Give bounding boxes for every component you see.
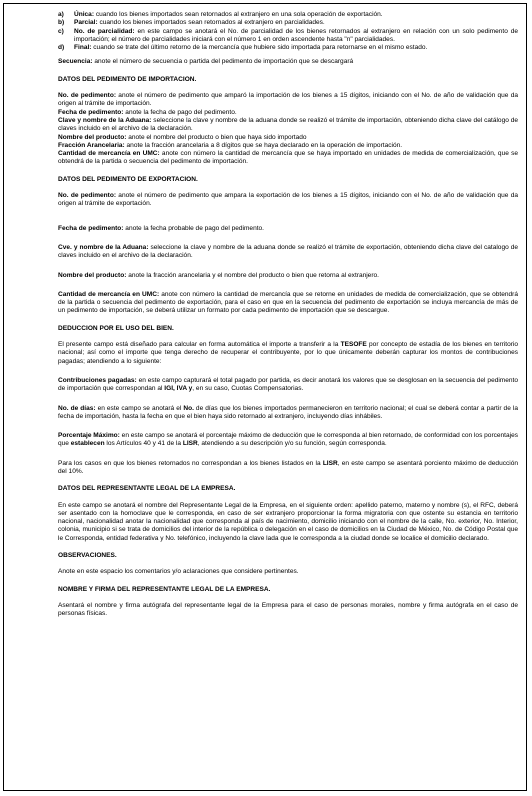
ded-intro [58, 341, 518, 366]
list-item [58, 28, 518, 45]
field-text: seleccione la clave y nombre de la aduana donde se realizó el trámite de importación, obteniendo dicha clave del catálogo de claves incluido en el archivo de la declaración. [58, 116, 518, 133]
text-bold: establecen [70, 440, 105, 448]
exp-clave [58, 244, 518, 261]
field-text: anote con número la cantidad de mercancía que se retorne en unidades de medida de comercialización, que se obtendrá de la partida o secuencia del pedimento de exportación, para el caso en que en la secuencia del pedimento de exportación se incluya mercancía de más de un pedimento de importación, se deberá utilizar un formato por cada pedimento de importación que se descargue. [58, 290, 518, 315]
list-marker: b) [58, 19, 65, 27]
imp-cantidad [58, 150, 518, 167]
field-text: anote el número de pedimento que amparó la importación de los bienes a 15 dígitos, iniciando con el No. de año de validación que da origen al trámite de importación. [58, 92, 519, 108]
ded-contribuciones [58, 377, 518, 394]
field-text: anote la fecha de pago del pedimento. [123, 108, 237, 116]
rep-text: En este campo se anotará el nombre del Representante Legal de la Empresa, en el siguiente orden: apellido paterno, materno y nombre (s), el RFC, deberá ser asentado con la homoclave que le corresponda, en caso de ser extranjero proporcionar la forma migratoria con que ostente su estancia en territorio nacional, nacionalidad anotar la nacionalidad que corresponda al país de nacimiento, domicilio iniciando con el nombre de la calle, No. exterior, No. Interior, colonia, municipio si se trata de domicilios del interior de la república o delegación en el caso de domicilios en la Ciudad de México, No. de Código Postal que le Corresponda, entidad federativa y No. telefónico, incluyendo la clave lada que le corresponda a la ciudad donde se localice el domicilio declarado. [58, 501, 518, 542]
field-label: No. de días: [58, 404, 96, 412]
field-label: Fracción Arancelaria: [58, 141, 125, 149]
imp-no-pedimento [58, 92, 518, 109]
field-label: Nombre del producto: [58, 133, 127, 141]
field-text: anote la fracción arancelaria a 8 dígitos que se haya declarado en la operación de importación. [124, 141, 403, 149]
section-heading-representante: DATOS DEL REPRESENTANTE LEGAL DE LA EMPRESA. [58, 485, 236, 493]
text-segment: , en su caso, Cuotas Compensatorias. [192, 385, 304, 393]
exp-no-pedimento [58, 192, 518, 209]
field-text: anote con número la cantidad de mercancía que se haya importado en unidades de medida de comercialización, que se obtendrá de la partida o secuencia del pedimento de importación. [58, 150, 519, 166]
list-item-text: en este campo se anotará el No. de parcialidad de los bienes retornados al extranjero en relación con un solo pedimento de importación; el número de parcialidades iniciará con el número 1 en orden ascendente hasta "n" parcialidades. [74, 27, 518, 43]
secuencia-paragraph [58, 58, 518, 66]
imp-fraccion [58, 142, 518, 150]
imp-clave [58, 117, 518, 134]
document-content [4, 4, 526, 619]
field-label: Nombre del producto: [58, 271, 127, 279]
list-item-label: Parcial: [74, 19, 98, 27]
text-segment: en este campo capturará el total pagado por partida, es decir anotará los valores que se desglosan en la secuencia del pedimento de importación que correspondan al [58, 376, 518, 393]
section-heading-observaciones: OBSERVACIONES. [58, 552, 117, 560]
section-heading-exportacion: DATOS DEL PEDIMENTO DE EXPORTACION. [58, 175, 198, 183]
text-segment: de días que los bienes importados permanecieron en territorio nacional; el cual se deberá contar a partir de la fecha de importación, hasta la fecha en que el bien haya sido retornado al extranjero, incluyendo días inhábiles. [58, 404, 518, 420]
exp-nombre [58, 272, 518, 280]
text-segment: , en este campo se asentará porciento máximo de deducción del 10%. [58, 459, 519, 475]
imp-fecha [58, 109, 518, 117]
document-page [3, 3, 527, 791]
field-text: seleccione la clave y nombre de la aduana donde se realizó el trámite de exportación, obteniendo dicha clave del catalogo de claves incluido en el archivo de la declaración. [58, 243, 518, 260]
text-bold: TESOFE [340, 341, 367, 349]
field-label: No. de pedimento: [58, 92, 117, 100]
field-label: Clave y nombre de la Aduana: [58, 116, 152, 124]
ded-dias [58, 405, 518, 422]
field-label: Cantidad de mercancía en UMC: [58, 150, 160, 158]
text-bold: IGI, IVA y [164, 385, 193, 393]
field-label: Secuencia: [58, 58, 93, 66]
ded-otros [58, 460, 518, 477]
field-text: anote el número de pedimento que ampara la exportación de los bienes a 15 dígitos, iniciando con el No. de año de validación que da origen al trámite de exportación. [58, 192, 518, 208]
firma-text: Asentará el nombre y firma autógrafa del representante legal de la Empresa para el caso de personas morales, nombre y firma autógrafa en el caso de personas físicas. [58, 601, 518, 618]
field-label: Contribuciones pagadas: [58, 376, 137, 384]
section-heading-deduccion: DEDUCCION POR EL USO DEL BIEN. [58, 324, 174, 332]
section-heading-importacion: DATOS DEL PEDIMENTO DE IMPORTACION. [58, 75, 197, 83]
field-text: anote la fracción arancelaria y el nombre del producto o bien que retorna al extranjero. [126, 271, 379, 279]
field-label: Cantidad de mercancía en UMC: [58, 290, 160, 298]
ded-porcentaje [58, 432, 518, 449]
text-segment: por concepto de estadía de los bienes en territorio nacional; así como el importe que tenga derecho de recuperar el contribuyente, por lo que únicamente deberán capturar los montos de contribuciones pagadas; atendiendo a lo siguiente: [58, 341, 518, 365]
list-item-text: cuando los bienes importados sean retornados al extranjero en parcialidades. [97, 19, 325, 27]
list-item-label: No. de parcialidad: [74, 27, 135, 35]
text-segment: , atendiendo a su descripción y/o su función, según corresponda. [197, 440, 387, 448]
text-segment: en este campo se anotará el porcentaje máximo de deducción que le corresponda al bien retornado, de conformidad con los porcentajes que [58, 432, 519, 448]
field-label: Fecha de pedimento: [58, 224, 124, 232]
list-marker: a) [58, 11, 64, 18]
list-marker: d) [58, 44, 65, 52]
list-item-label: Final: [74, 44, 92, 52]
imp-nombre [58, 134, 518, 142]
retorno-type-list [58, 11, 518, 52]
text-segment: los Artículos 40 y 41 de la [104, 440, 183, 448]
obs-text: Anote en este espacio los comentarios y/o aclaraciones que considere pertinentes. [58, 568, 299, 576]
list-item-label: Única: [74, 11, 95, 18]
list-item [58, 44, 518, 52]
list-marker: c) [58, 27, 64, 35]
field-text: anote el número de secuencia o partida del pedimento de importación que se descargará [92, 58, 354, 66]
text-segment: en este campo se anotará el [95, 404, 184, 412]
field-label: Fecha de pedimento: [58, 108, 124, 116]
text-segment: Para los casos en que los bienes retornados no correspondan a los bienes listados en la [58, 459, 323, 467]
list-item [58, 11, 518, 19]
list-item-text: cuando se trate del último retorno de la mercancía que hubiere sido importada para retornarse en el mismo estado. [91, 44, 428, 52]
list-item [58, 19, 518, 27]
field-label: No. de pedimento: [58, 192, 117, 200]
text-bold: LISR [182, 440, 198, 448]
section-heading-firma: NOMBRE Y FIRMA DEL REPRESENTANTE LEGAL DE LA EMPRESA. [58, 585, 271, 593]
field-label: Porcentaje Máximo: [58, 432, 120, 440]
text-segment: El presente campo está diseñado para calcular en forma automática el importe a transferir a la [58, 341, 341, 349]
exp-cantidad [58, 291, 518, 316]
text-bold: LISR [322, 459, 338, 467]
field-text: anote la fecha probable de pago del pedimento. [123, 224, 264, 232]
field-text: anote el nombre del producto o bien que haya sido importado [126, 133, 307, 141]
list-item-text: cuando los bienes importados sean retornados al extranjero en una sola operación de exportación. [94, 11, 383, 18]
field-label: Cve. y nombre de la Aduana: [58, 243, 149, 251]
text-bold: No. [183, 404, 194, 412]
exp-fecha [58, 225, 518, 233]
